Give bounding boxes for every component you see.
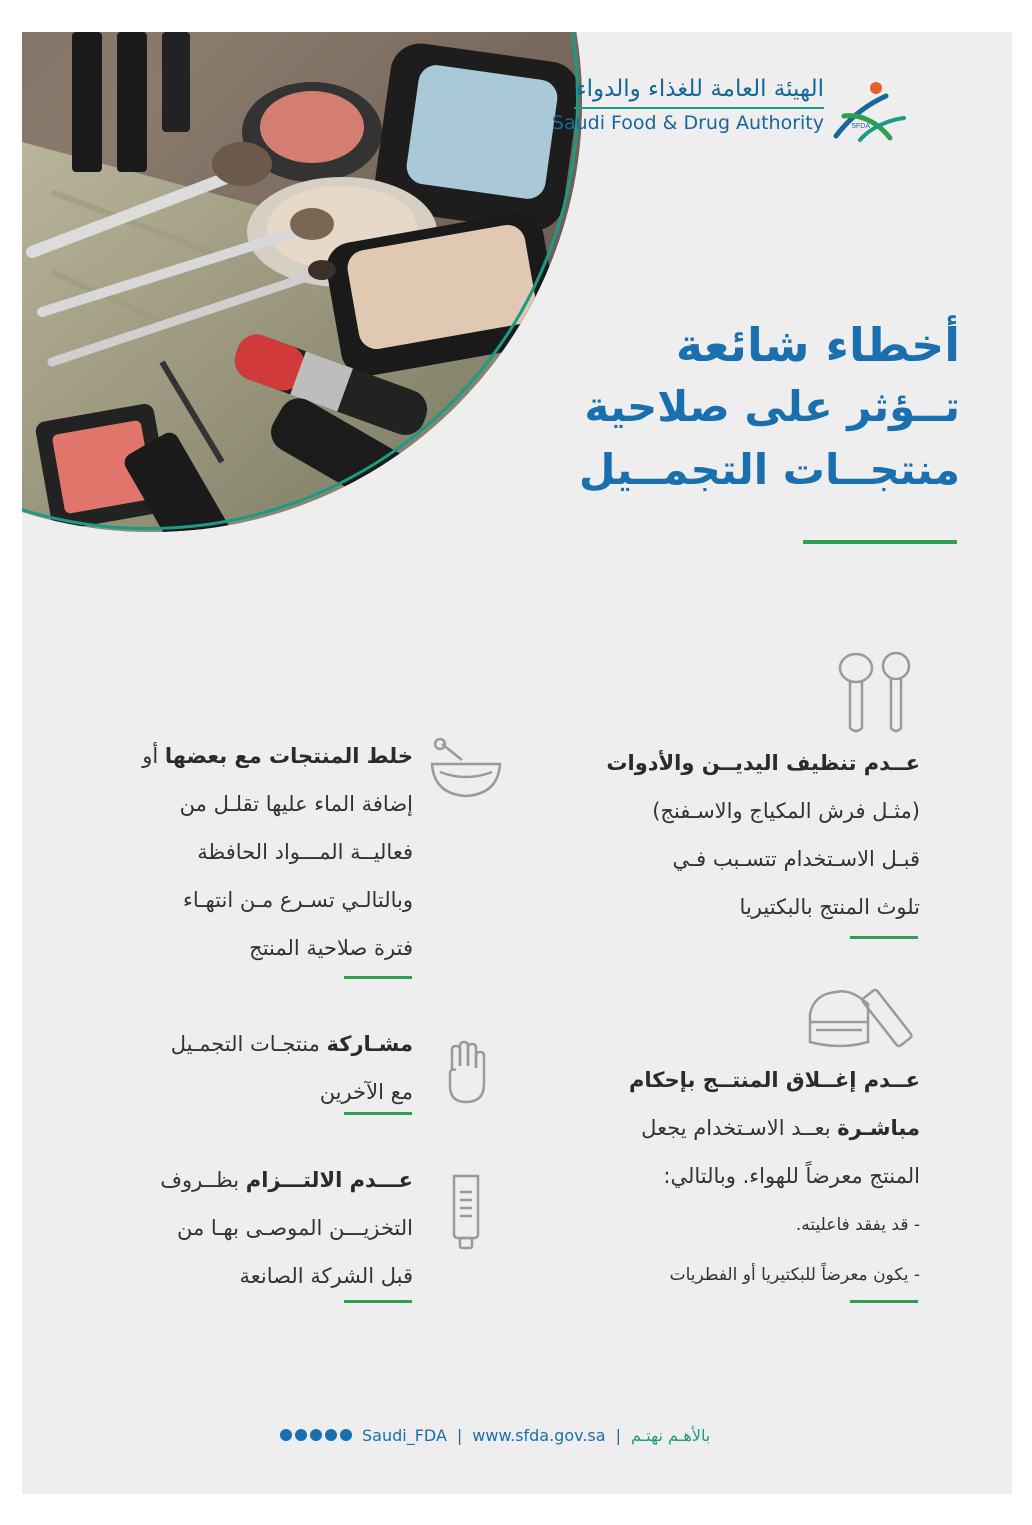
clean-line-2: (مثـل فرش المكياج والاسـفنج) xyxy=(652,799,920,823)
logo-english-name: Saudi Food & Drug Authority xyxy=(551,112,824,134)
mix-line-2: إضافة الماء عليها تقلـل من xyxy=(179,792,413,816)
footer xyxy=(280,1420,710,1450)
infographic-card xyxy=(22,32,1012,1494)
logo-rule xyxy=(574,107,824,109)
storage-line-3: قبل الشركة الصانعة xyxy=(239,1264,413,1288)
raised-hand-icon xyxy=(444,1040,488,1110)
share-underline xyxy=(344,1112,412,1115)
close-line-2-bold: مباشـرة xyxy=(837,1116,920,1140)
mix-line-5: فترة صلاحية المنتج xyxy=(249,936,413,960)
close-line-2-rest: بعــد الاسـتخدام يجعل xyxy=(641,1116,838,1140)
close-line-1: عــدم إغــلاق المنتــج بإحكام xyxy=(629,1068,920,1092)
headline xyxy=(540,314,960,502)
headline-line-2: تــؤثر على صلاحية xyxy=(584,382,960,431)
storage-line-1-rest: بظــروف xyxy=(160,1168,246,1192)
storage-line-1-bold: عـــدم الالتـــزام xyxy=(245,1168,413,1192)
cream-jar-icon xyxy=(806,984,918,1054)
mistake-sharing-products xyxy=(117,1020,413,1116)
snapchat-icon[interactable] xyxy=(310,1429,322,1441)
headline-line-3: منتجــات التجمــيل xyxy=(579,445,960,494)
close-bullet-2: - يكون معرضاً للبكتيريا أو الفطريات xyxy=(669,1265,920,1285)
footer-separator-1: | xyxy=(456,1425,463,1445)
headline-underline xyxy=(803,540,957,544)
youtube-icon[interactable] xyxy=(325,1429,337,1441)
clean-line-3: قبـل الاسـتخدام تتسـبب فـي xyxy=(672,847,920,871)
twitter-icon[interactable] xyxy=(280,1429,292,1441)
headline-line-1: أخطاء شائعة xyxy=(675,318,960,372)
logo-badge-text: SFDA xyxy=(851,123,870,130)
sfda-logo xyxy=(551,76,954,146)
close-line-3: المنتج معرضاً للهواء. وبالتالي: xyxy=(663,1164,920,1188)
mistake-close-product xyxy=(520,1056,920,1300)
mistake-mixing-products xyxy=(117,732,413,972)
mistake-clean-hands xyxy=(520,739,920,931)
clean-line-4: تلوث المنتج بالبكتيريا xyxy=(739,895,920,919)
instagram-icon[interactable] xyxy=(295,1429,307,1441)
website-link[interactable]: www.sfda.gov.sa xyxy=(472,1425,606,1445)
share-line-1-rest: منتجـات التجمـيل xyxy=(170,1032,327,1056)
cream-tube-icon xyxy=(450,1172,482,1256)
close-underline xyxy=(850,1300,918,1303)
mix-line-3: فعاليــة المـــواد الحافظة xyxy=(197,840,413,864)
close-bullet-1: - قد يفقد فاعليته. xyxy=(795,1215,920,1235)
photo-frame-ring xyxy=(22,32,579,530)
clean-line-1: عــدم تنظيف اليديــن والأدوات xyxy=(606,751,920,775)
share-line-2: مع الآخرين xyxy=(319,1080,413,1104)
share-line-1-bold: مشـاركة xyxy=(326,1032,413,1056)
sfda-emblem-icon xyxy=(830,80,910,150)
footer-separator-2: | xyxy=(615,1425,621,1445)
facebook-icon[interactable] xyxy=(340,1429,352,1441)
mix-line-1-rest: أو xyxy=(142,744,165,768)
mix-line-4: وبالتالـي تسـرع مـن انتهـاء xyxy=(183,888,413,912)
storage-line-2: التخزيـــن الموصـى بهـا من xyxy=(176,1216,413,1240)
social-icons xyxy=(280,1429,352,1441)
mistake-storage-conditions xyxy=(117,1156,413,1300)
logo-arabic-name: الهيئة العامة للغذاء والدواء xyxy=(575,76,824,102)
mortar-bowl-icon xyxy=(428,738,504,804)
social-handle[interactable]: Saudi_FDA xyxy=(362,1425,447,1445)
makeup-brushes-icon xyxy=(834,650,918,740)
storage-underline xyxy=(344,1300,412,1303)
clean-underline xyxy=(850,936,918,939)
mix-line-1-bold: خلط المنتجات مع بعضها xyxy=(164,744,413,768)
slogan: بالأهـم نهتـم xyxy=(630,1425,711,1445)
mix-underline xyxy=(344,976,412,979)
